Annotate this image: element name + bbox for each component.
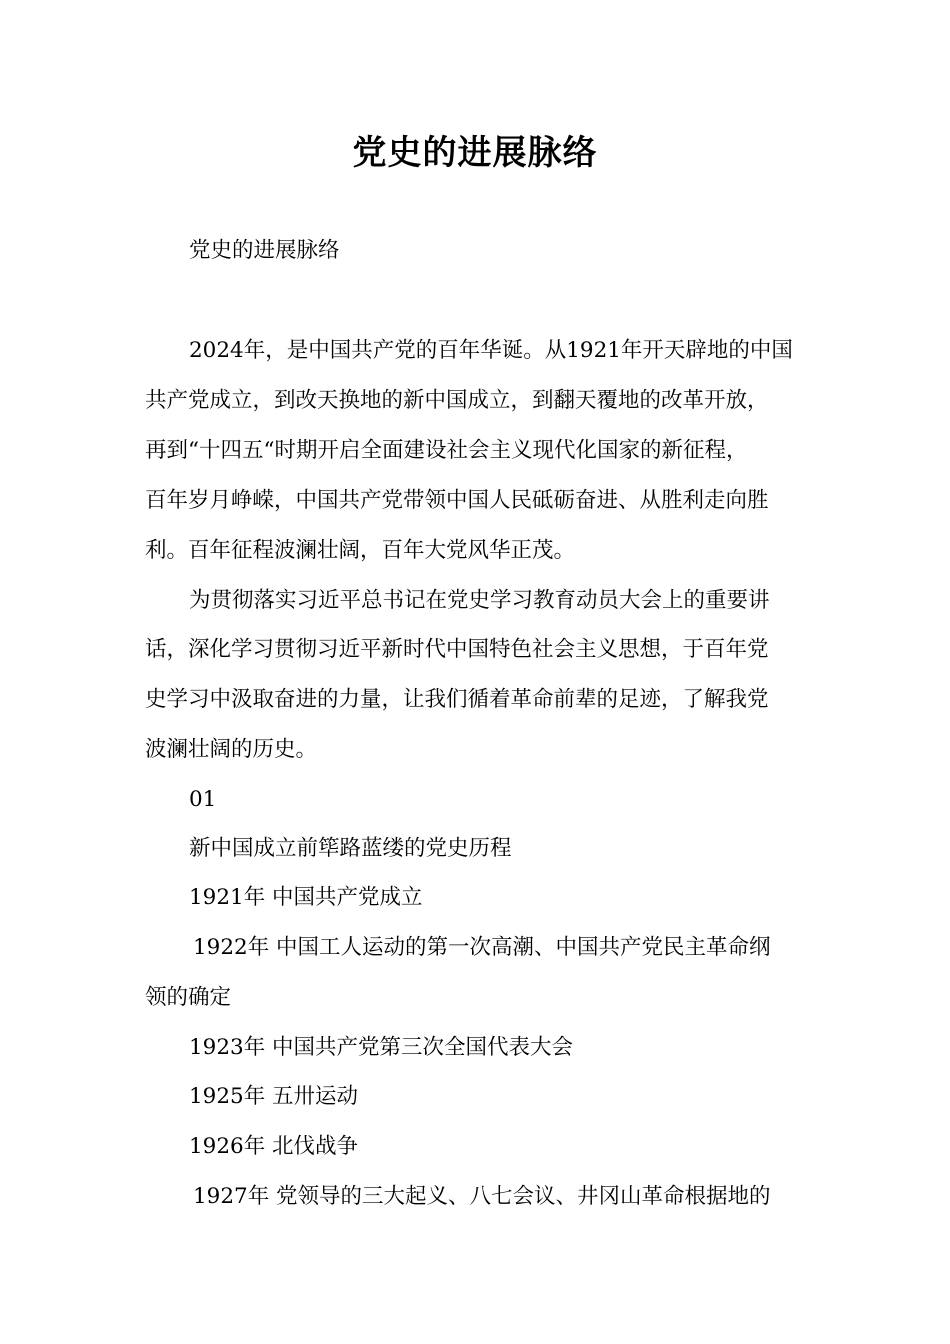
paragraph-line: 史学习中汲取奋进的力量，让我们循着革命前辈的足迹，了解我党 — [145, 687, 769, 712]
timeline-item: 1926年 北伐战争 — [189, 1134, 359, 1159]
timeline-item-continued: 领的确定 — [145, 985, 232, 1010]
paragraph-line: 2024年，是中国共产党的百年华诞。从1921年开天辟地的中国 — [189, 338, 793, 363]
paragraph-line: 波澜壮阔的历史。 — [145, 737, 318, 762]
section-heading: 新中国成立前筚路蓝缕的党史历程 — [189, 836, 512, 861]
paragraph-line: 利。百年征程波澜壮阔，百年大党风华正茂。 — [145, 538, 576, 563]
paragraph-line: 百年岁月峥嵘，中国共产党带领中国人民砥砺奋进、从胜利走向胜 — [145, 488, 769, 513]
timeline-item: 1923年 中国共产党第三次全国代表大会 — [189, 1035, 574, 1060]
paragraph-line: 话，深化学习贯彻习近平新时代中国特色社会主义思想，于百年党 — [145, 637, 769, 662]
paragraph-line: 共产党成立，到改天换地的新中国成立，到翻天覆地的改革开放， — [145, 388, 769, 413]
timeline-item: 1921年 中国共产党成立 — [189, 885, 423, 910]
paragraph-line: 为贯彻落实习近平总书记在党史学习教育动员大会上的重要讲 — [189, 588, 770, 613]
document-subtitle: 党史的进展脉络 — [189, 238, 340, 263]
section-number: 01 — [189, 787, 217, 812]
timeline-item: 1925年 五卅运动 — [189, 1084, 359, 1109]
timeline-item: 1927年 党领导的三大起义、八七会议、井冈山革命根据地的 — [193, 1184, 771, 1209]
document-title: 党史的进展脉络 — [352, 133, 598, 173]
paragraph-line: 再到“十四五“时期开启全面建设社会主义现代化国家的新征程， — [145, 438, 748, 463]
timeline-item: 1922年 中国工人运动的第一次高潮、中国共产党民主革命纲 — [193, 935, 771, 960]
